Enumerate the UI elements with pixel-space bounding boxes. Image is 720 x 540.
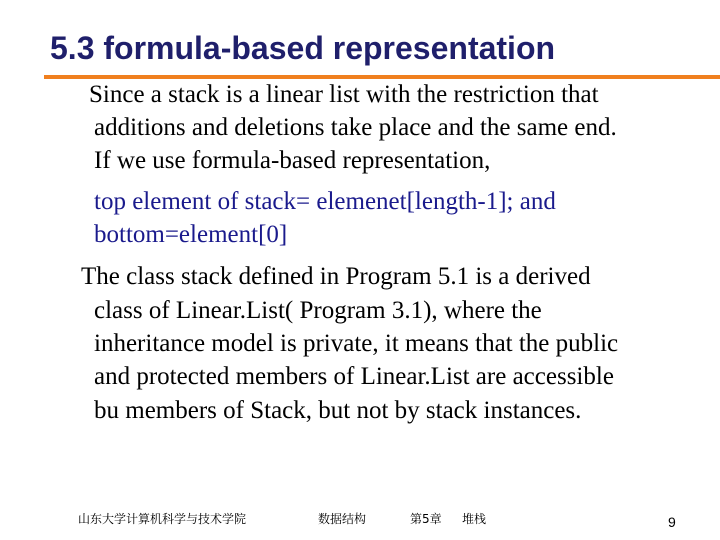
paragraph-1-line-2: additions and deletions take place and the same end. xyxy=(94,114,617,141)
paragraph-1-line-4: top element of stack= elemenet[length-1]; and xyxy=(94,188,556,215)
paragraph-2-line-5: bu members of Stack, but not by stack instances. xyxy=(94,397,582,424)
paragraph-2-line-1: The class stack defined in Program 5.1 is a derived xyxy=(81,263,591,290)
paragraph-1-line-5: bottom=element[0] xyxy=(94,221,288,248)
footer-course: 数据结构 xyxy=(318,512,367,526)
slide-title: 5.3 formula-based representation xyxy=(50,30,556,66)
paragraph-2-line-2: class of Linear.List( Program 3.1), where the xyxy=(94,297,542,324)
page-number: 9 xyxy=(668,514,676,530)
paragraph-2-line-4: and protected members of Linear.List are accessible xyxy=(94,363,614,390)
footer-chapter: 第5章 xyxy=(410,512,442,526)
footer-institution: 山东大学计算机科学与技术学院 xyxy=(78,512,247,526)
paragraph-2-line-3: inheritance model is private, it means that the public xyxy=(94,330,619,357)
paragraph-1-line-1: Since a stack is a linear list with the restriction that xyxy=(89,81,599,108)
paragraph-1-line-3: If we use formula-based representation, xyxy=(94,147,491,174)
footer-topic: 堆栈 xyxy=(462,512,487,526)
